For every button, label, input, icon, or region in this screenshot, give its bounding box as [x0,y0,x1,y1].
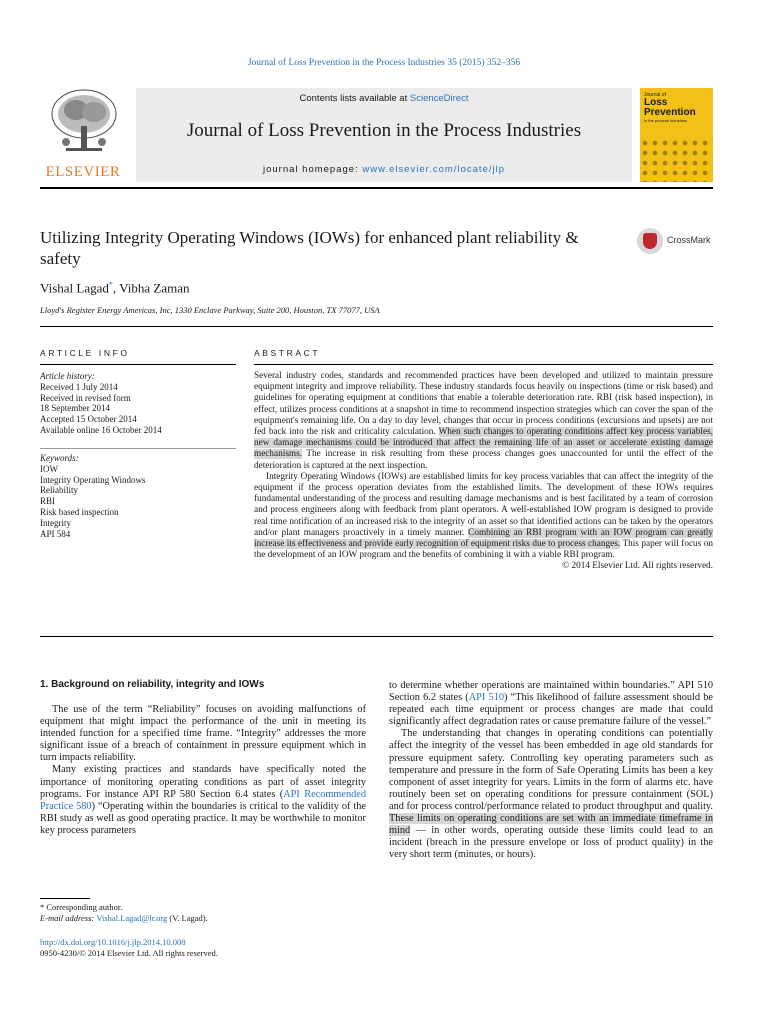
cover-line4: in the process industries [644,118,688,123]
body-text: — in other words, operating outside these limits could lead to an incident (breach in the pressure envelope or loss of product quality) in the very short term (minutes, or hours). [389,825,713,861]
crossmark-label: CrossMark [667,235,711,245]
footnote-corresponding [40,902,208,913]
body-paragraph [40,764,366,837]
body-text: ) “Operating within the boundaries is critical to the validity of the RBI study as well as good operating practice. It may be worthwhile to monitor key process parameters [40,800,366,836]
journal-masthead [136,88,632,182]
abstract-paragraph [254,371,713,472]
keywords [40,453,236,539]
cover-pattern [640,138,713,182]
highlighted-text: When such changes to operating conditions affect key process variables, new damage mechanisms could be introduced that affect the remaining life of an asset or accelerate existing damage mechanisms. [254,427,713,460]
abstract-rule [254,364,713,365]
info-divider [40,448,236,449]
cover-line3: Prevention [644,107,696,118]
history-label: Article history: [40,371,95,381]
history-item: Received 1 July 2014 [40,381,118,392]
history-item: Accepted 15 October 2014 [40,414,137,425]
history-item: Received in revised form [40,392,131,403]
abstract-paragraph [254,472,713,562]
body-column-right [389,680,713,861]
elsevier-wordmark: ELSEVIER [45,164,121,180]
abstract-text: This paper will focus on the development of an IOW program and the benefits of combining it with a viable RBI program. [254,539,713,561]
journal-title: Journal of Loss Prevention in the Process Industries [186,120,582,141]
contents-prefix: Contents lists available at [299,93,410,104]
highlighted-text: These limits on operating conditions are set with an immediate timeframe in mind [389,813,713,837]
body-paragraph: The use of the term “Reliability” focuses on avoiding malfunctions of equipment that might impact the performance of the unit in meeting its intended function for a specified time frame. “Integrity” addresses the more significant issue of a breach of containment in pressure equipment which in turn impacts reliability. [40,704,366,764]
cover-line2: Loss [644,97,668,108]
footnote-mark: * [40,902,45,912]
body-rule [40,636,713,637]
abstract-heading: ABSTRACT [254,348,321,358]
email-suffix: (V. Lagad). [167,913,208,923]
article-history [40,371,236,436]
sciencedirect-link[interactable]: ScienceDirect [409,93,469,104]
body-column-left [40,704,366,837]
journal-reference[interactable]: Journal of Loss Prevention in the Process Industries 35 (2015) 352–356 [247,58,521,68]
keyword-item: Integrity Operating Windows [40,474,146,485]
journal-cover-thumbnail[interactable] [640,88,713,182]
email-link[interactable]: Vishal.Lagad@lr.org [96,913,168,923]
keyword-item: Risk based inspection [40,506,119,517]
abstract-text: Several industry codes, standards and recommended practices have been developed and utilized to maintain pressure equipment integrity and improve reliability. These industry standards focus heavily on inspections (time or risk based) and guidelines for operating equipment at conditions that enable a tolerable deterioration rate. RBI (risk based inspection), in effect, utilizes process conditions at a snapshot in time to recommend inspection strategies which can cover the span of the equipment's remaining life. On a day to day level, changes that occur in process conditions (excursions and upsets) are not fed back into the risk and criticality calculation. [254,371,713,438]
doi-link[interactable]: http://dx.doi.org/10.1016/j.jlp.2014.10.008 [40,937,186,947]
abstract-text: The increase in risk resulting from these process changes goes unaccounted for until the effect of the deterioration is captured at the next inspection. [254,449,713,471]
article-info-heading: ARTICLE INFO [40,348,130,358]
body-paragraph [389,728,713,861]
section-rule [40,326,713,327]
header-rule [40,187,713,189]
elsevier-tree-icon [48,86,120,160]
keywords-label: Keywords: [40,453,79,463]
abstract-text: Integrity Operating Windows (IOWs) are established limits for key process variables that can affect the integrity of the equipment if the process operation deviates from the established limits. The development of these IOWs requires fundamental understanding of the process and resulting damage mechanisms and is best facilitated by a team of corrosion and process engineers along with feedback from plant operators. A well-established IOW program is designed to provide real time notification of an increased risk to the integrity of an asset so that identified actions can be taken by the operators and/or plant managers proactively in a timely manner. [254,471,713,538]
keyword-item: API 584 [40,528,71,539]
keyword-item: IOW [40,463,58,474]
history-item: Available online 16 October 2014 [40,424,162,435]
keyword-item: RBI [40,496,56,507]
footnote [40,902,208,924]
author-list [40,280,190,296]
elsevier-logo [40,86,126,182]
email-label: E-mail address: [40,913,97,923]
issn-copyright: 0950-4230/© 2014 Elsevier Ltd. All rights reserved. [40,948,218,958]
body-text: Many existing practices and standards have specifically noted the importance of monitoring operating conditions as part of asset integrity programs. For instance API RP 580 Section 6.4 states ( [40,764,366,800]
body-text: The understanding that changes in operating conditions can potentially affect the integrity of the vessel has been embedded in age old standards for pressure equipment safety. Controlling key operating parameters such as temperature and pressure in the form of Safe Operating Limits has been a key component of asset integrity for years. Limits in the form of alarms etc. have routinely been set on operating conditions for pressure containment (SOL) and for process control/performance related to product throughput and quality. [389,728,713,812]
keyword-item: Integrity [40,517,71,528]
cover-text [644,92,696,123]
journal-homepage [136,164,632,175]
section-heading: 1. Background on reliability, integrity and IOWs [40,679,265,690]
article-info-rule [40,364,236,365]
homepage-prefix: journal homepage: [263,164,363,175]
reference-link[interactable]: API 510 [468,692,504,704]
affiliation: Lloyd's Register Energy Americas, Inc, 1330 Enclave Parkway, Suite 200, Houston, TX 77077, USA [40,305,380,315]
history-item: 18 September 2014 [40,403,110,414]
footnote-text: Corresponding author. [44,902,123,912]
author-separator: , [112,280,120,296]
doi-block [40,937,218,959]
footnote-email [40,913,208,924]
body-paragraph [389,680,713,728]
keyword-item: Reliability [40,485,78,496]
cover-line1: Journal of [644,92,666,98]
footnote-rule [40,898,90,899]
abstract-copyright: © 2014 Elsevier Ltd. All rights reserved. [562,561,713,572]
abstract-body [254,371,713,573]
contents-line [136,93,632,104]
author-name[interactable]: Vishal Lagad [40,280,109,296]
body-text: to determine whether operations are maintained within boundaries.” API 510 Section 6.2 states ( [389,680,713,704]
reference-link[interactable]: API Recommended Practice 580 [40,788,366,812]
author-name[interactable]: Vibha Zaman [119,280,190,296]
highlighted-text: Combining an RBI program with an IOW program can greatly increase its effectiveness and provide early recognition of equipment risks due to process changes. [254,527,713,550]
corresponding-mark[interactable]: * [108,280,113,289]
article-title: Utilizing Integrity Operating Windows (IOWs) for enhanced plant reliability & safety [40,228,579,268]
homepage-link[interactable]: www.elsevier.com/locate/jlp [362,164,505,175]
body-text: ) “This likelihood of failure assessment should be repeated each time equipment or process changes are made that could significantly affect degradation rates or cause premature failure of the vessel.” [389,692,713,728]
crossmark-icon [637,228,663,254]
crossmark-badge[interactable] [637,228,715,258]
